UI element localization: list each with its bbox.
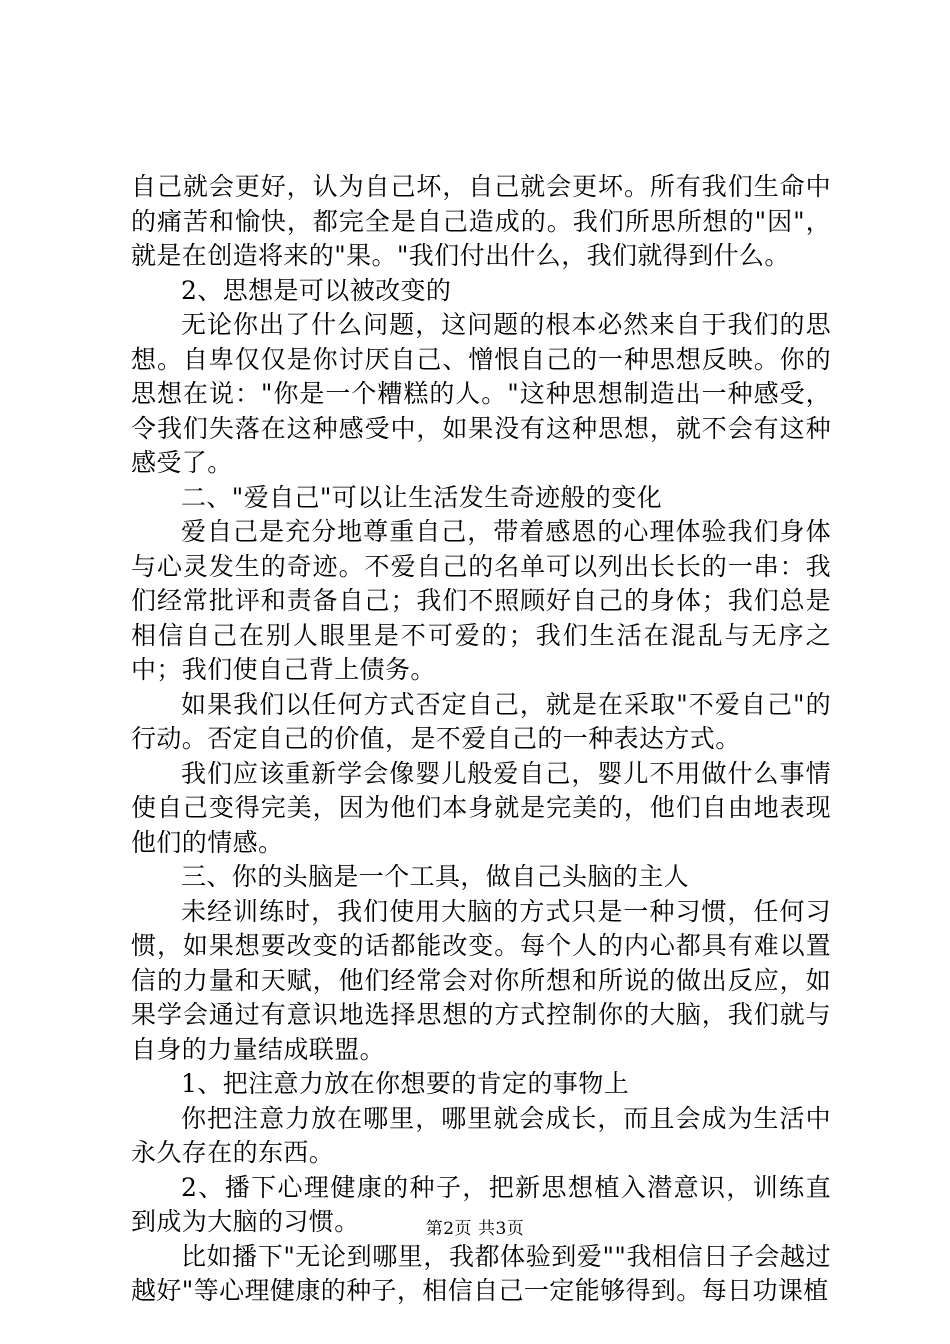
paragraph: 比如播下"无论到哪里，我都体验到爱""我相信日子会越过越好"等心理健康的种子，相信自己一定能够得到。每日功课植 <box>131 1241 831 1305</box>
subheading-thoughts-can-change: 2、思想是可以被改变的 <box>181 275 452 305</box>
paragraph: 无论你出了什么问题，这问题的根本必然来自于我们的思想。自卑仅仅是你讨厌自己、憎恨自己的一种思想反映。你的思想在说："你是一个糟糕的人。"这种思想制造出一种感受，令我们失落在这种感受中，如果没有这种思想，就不会有这种感受了。 <box>131 310 831 477</box>
paragraph: 未经训练时，我们使用大脑的方式只是一种习惯，任何习惯，如果想要改变的话都能改变。每个人的内心都具有难以置信的力量和天赋，他们经常会对你所想和所说的做出反应，如果学会通过有意识地选择思想的方式控制你的大脑，我们就与自身的力量结成联盟。 <box>131 896 831 1064</box>
subheading-plant-seeds: 2、播下心理健康的种子，把新思想植入潜意识，训练直到成为大脑的习惯。 <box>131 1172 831 1236</box>
paragraph: 你把注意力放在哪里，哪里就会成长，而且会成为生活中永久存在的东西。 <box>131 1103 831 1167</box>
section-heading-master-your-mind: 三、你的头脑是一个工具，做自己头脑的主人 <box>181 862 690 891</box>
paragraph-continuation: 自己就会更好，认为自己坏，自己就会更坏。所有我们生命中的痛苦和愉快，都完全是自己造成的。我们所思所想的"因"，就是在创造将来的"果。"我们付出什么，我们就得到什么。 <box>131 172 831 270</box>
paragraph: 爱自己是充分地尊重自己，带着感恩的心理体验我们身体与心灵发生的奇迹。不爱自己的名单可以列出长长的一串：我们经常批评和责备自己；我们不照顾好自己的身体；我们总是相信自己在别人眼里是不可爱的；我们生活在混乱与无序之中；我们使自己背上债务。 <box>131 517 831 684</box>
document-body <box>131 170 831 1309</box>
page-footer: 第2页 共3页 <box>425 1219 525 1239</box>
paragraph: 如果我们以任何方式否定自己，就是在采取"不爱自己"的行动。否定自己的价值，是不爱自己的一种表达方式。 <box>131 689 831 753</box>
section-heading-love-yourself: 二、"爱自己"可以让生活发生奇迹般的变化 <box>181 482 662 512</box>
paragraph: 我们应该重新学会像婴儿般爱自己，婴儿不用做什么事情使自己变得完美，因为他们本身就是完美的，他们自由地表现他们的情感。 <box>131 758 831 857</box>
subheading-focus-attention: 1、把注意力放在你想要的肯定的事物上 <box>181 1069 630 1098</box>
